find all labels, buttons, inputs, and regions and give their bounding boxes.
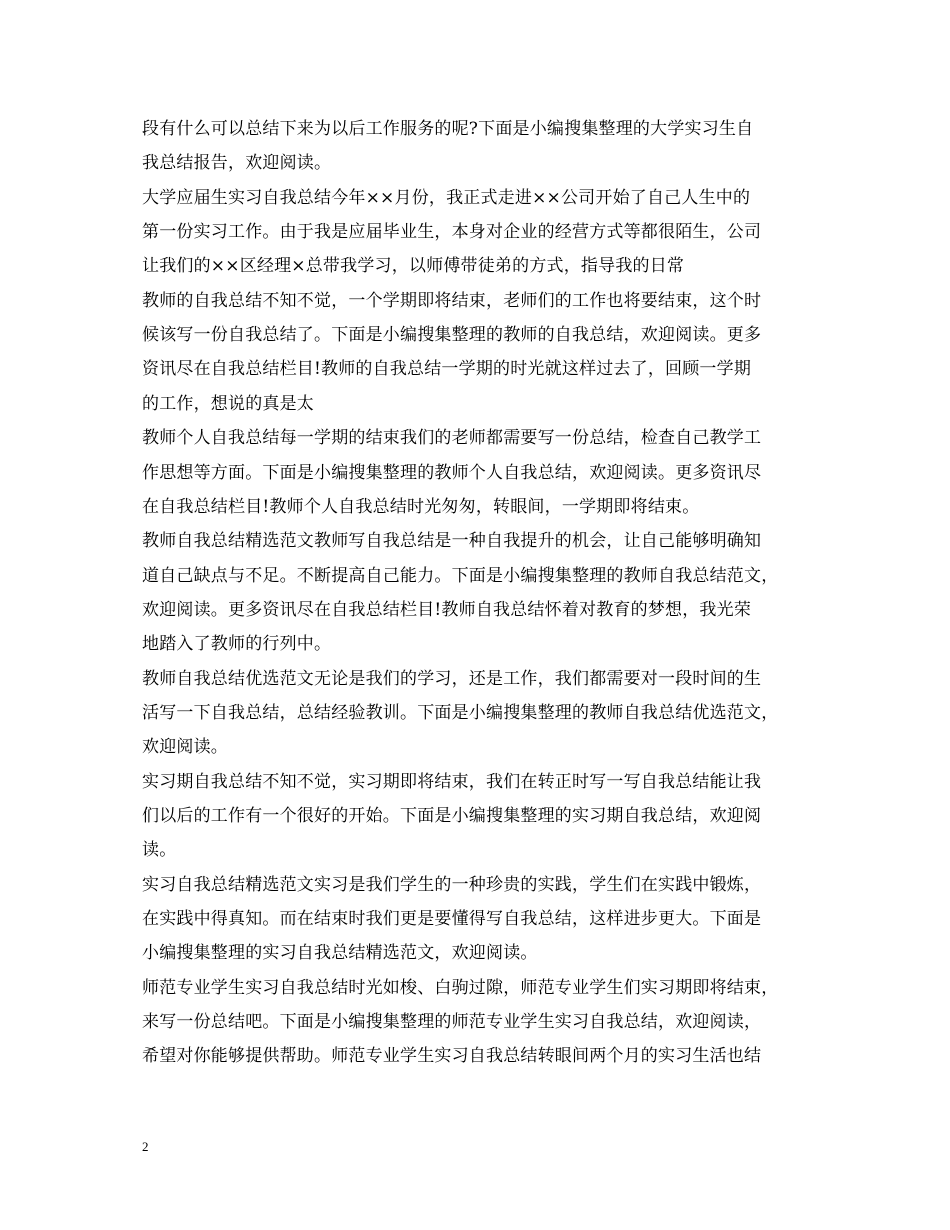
text-line: 作思想等方面。下面是小编搜集整理的教师个人自我总结，欢迎阅读。更多资讯尽 (142, 462, 762, 483)
text-line: 欢迎阅读。 (142, 737, 228, 758)
text-line: 们以后的工作有一个很好的开始。下面是小编搜集整理的实习期自我总结，欢迎阅 (142, 806, 762, 826)
text-line: 第一份实习工作。由于我是应届毕业生，本身对企业的经营方式等都很陌生，公司 (142, 222, 762, 243)
text-line: 候该写一份自我总结了。下面是小编搜集整理的教师的自我总结，欢迎阅读。更多 (142, 325, 762, 346)
text-line: 读。 (142, 840, 177, 861)
text-line: 师范专业学生实习自我总结时光如梭、白驹过隙，师范专业学生们实习期即将结束， (142, 977, 779, 998)
text-line: 活写一下自我总结，总结经验教训。下面是小编搜集整理的教师自我总结优选范文， (142, 702, 779, 723)
text-line: 资讯尽在自我总结栏目!教师的自我总结一学期的时光就这样过去了，回顾一学期 (142, 359, 752, 380)
text-line: 来写一份总结吧。下面是小编搜集整理的师范专业学生实习自我总结，欢迎阅读， (142, 1012, 762, 1033)
text-line: 希望对你能够提供帮助。师范专业学生实习自我总结转眼间两个月的实习生活也结 (142, 1046, 762, 1067)
text-line: 教师自我总结精选范文教师写自我总结是一种自我提升的机会，让自己能够明确知 (142, 531, 762, 552)
text-line: 道自己缺点与不足。不断提高自己能力。下面是小编搜集整理的教师自我总结范文， (142, 565, 779, 586)
text-line: 教师自我总结优选范文无论是我们的学习，还是工作，我们都需要对一段时间的生 (142, 668, 762, 689)
text-line: 实习自我总结精选范文实习是我们学生的一种珍贵的实践，学生们在实践中锻炼， (142, 874, 762, 895)
page-number: 2 (142, 1139, 149, 1154)
text-line: 我总结报告，欢迎阅读。 (142, 153, 332, 174)
text-line: 在实践中得真知。而在结束时我们更是要懂得写自我总结，这样进步更大。下面是 (142, 909, 762, 930)
text-line: 小编搜集整理的实习自我总结精选范文，欢迎阅读。 (142, 943, 538, 964)
text-line: 在自我总结栏目!教师个人自我总结时光匆匆，转眼间，一学期即将结束。 (142, 496, 700, 517)
text-line: 的工作，想说的真是太 (142, 393, 314, 414)
text-line: 地踏入了教师的行列中。 (142, 634, 332, 655)
text-line: 实习期自我总结不知不觉，实习期即将结束，我们在转正时写一写自我总结能让我 (142, 771, 762, 792)
text-line: 欢迎阅读。更多资讯尽在自我总结栏目!教师自我总结怀着对教育的梦想，我光荣 (142, 599, 752, 620)
text-line: 大学应届生实习自我总结今年××月份，我正式走进××公司开始了自己人生中的 (142, 187, 751, 208)
text-line: 让我们的××区经理×总带我学习，以师傅带徒弟的方式，指导我的日常 (142, 256, 685, 277)
text-line: 教师个人自我总结每一学期的结束我们的老师都需要写一份总结，检查自己教学工 (142, 428, 762, 449)
text-line: 段有什么可以总结下来为以后工作服务的呢?下面是小编搜集整理的大学实习生自 (142, 119, 754, 139)
text-line: 教师的自我总结不知不觉，一个学期即将结束，老师们的工作也将要结束，这个时 (142, 290, 762, 311)
